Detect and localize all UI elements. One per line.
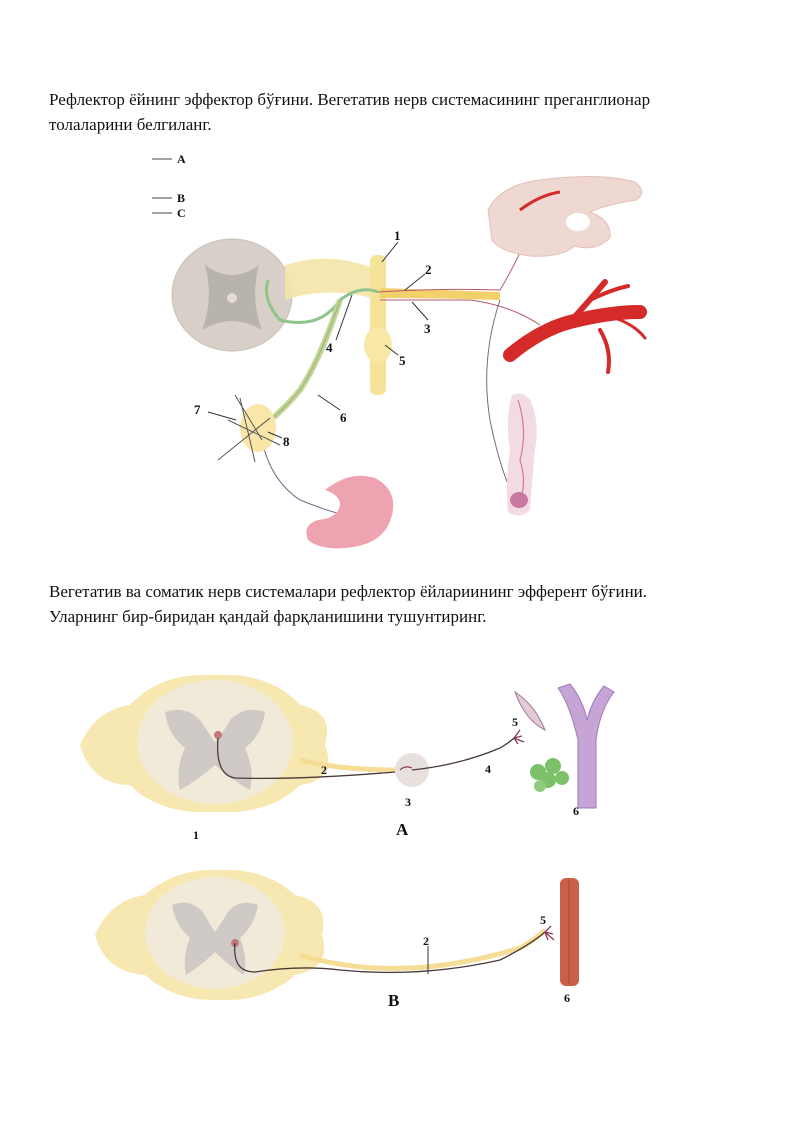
gland-cluster xyxy=(530,758,569,792)
legend-c: C xyxy=(177,206,186,220)
panel-b-label-6: 6 xyxy=(564,991,570,1005)
panel-a-label-1: 1 xyxy=(193,828,199,842)
label-5: 5 xyxy=(399,353,406,368)
label-1: 1 xyxy=(394,228,401,243)
panel-b xyxy=(95,870,579,1010)
label-6: 6 xyxy=(340,410,347,425)
panel-b-spinal-cord xyxy=(95,870,324,1000)
question-2-line-2: Уларнинг бир-биридан қандай фарқланишини тушунтиринг. xyxy=(49,607,487,626)
panel-b-numbers xyxy=(388,913,570,1010)
panel-b-label-2: 2 xyxy=(423,934,429,948)
vessel-y xyxy=(558,684,614,808)
label-2: 2 xyxy=(425,262,432,277)
question-1-line-1: Рефлектор ёйнинг эффектор бўғини. Вегетатив нерв системасининг преганглионар xyxy=(49,90,651,109)
label-3: 3 xyxy=(424,321,431,336)
label-8: 8 xyxy=(283,434,290,449)
panel-b-title: B xyxy=(388,991,400,1010)
panel-a-label-3: 3 xyxy=(405,795,411,809)
panel-a-label-5: 5 xyxy=(512,715,518,729)
legend-a: A xyxy=(177,152,186,166)
question-2-line-1: Вегетатив ва соматик нерв системалари рефлектор ёйлариининг эфферент бўғини. xyxy=(49,582,648,601)
panel-a xyxy=(80,675,614,842)
label-4: 4 xyxy=(326,340,333,355)
panel-a-label-4: 4 xyxy=(485,762,491,776)
smooth-muscle-cell xyxy=(515,692,545,730)
panel-a-label-6: 6 xyxy=(573,804,579,818)
legend-b: B xyxy=(177,191,186,205)
label-7: 7 xyxy=(194,402,201,417)
question-1-line-2: толаларини белгиланг. xyxy=(49,115,212,134)
panel-a-spinal-cord xyxy=(80,675,328,813)
panel-a-label-2: 2 xyxy=(321,763,327,777)
panel-a-title: A xyxy=(396,820,409,839)
panel-b-label-5: 5 xyxy=(540,913,546,927)
